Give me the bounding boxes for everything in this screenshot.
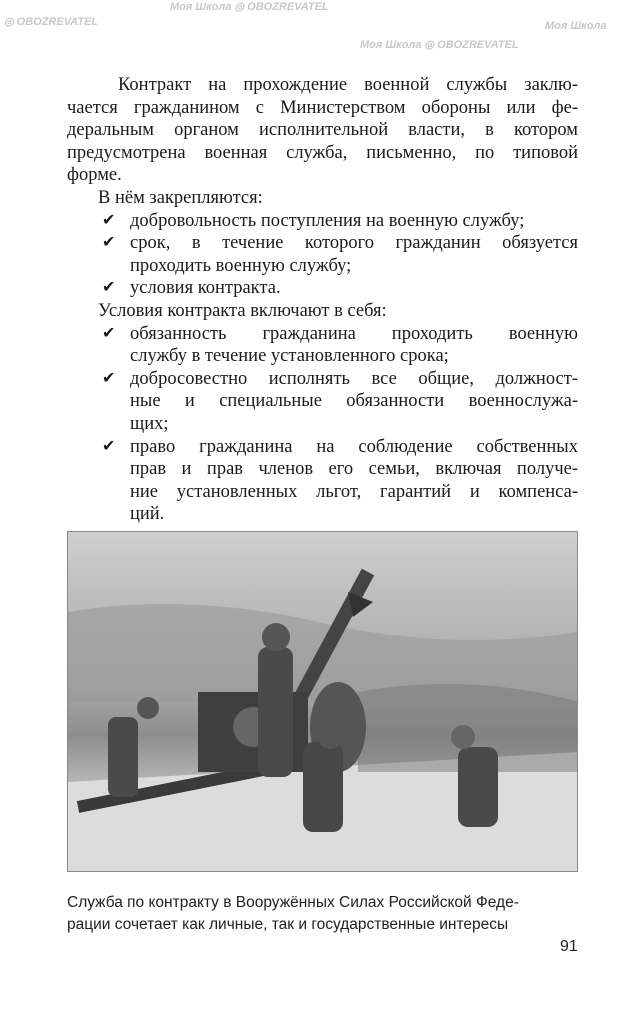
check-mark-icon: ✔ [102, 211, 116, 229]
photo-image [68, 532, 578, 872]
bullet-item-text: добросовестно исполнять все общие, должност- [130, 368, 578, 389]
photo-artillery-crew [67, 531, 578, 872]
check-mark-icon: ✔ [102, 369, 116, 387]
paragraph-line: службу в течение установленного срока; [130, 346, 449, 367]
watermark: Моя Школа [545, 20, 607, 32]
bullet-item-text: обязанность гражданина проходить военную [130, 323, 578, 344]
bullet-item-text: условия контракта. [130, 278, 281, 299]
paragraph-line: В нём закрепляются: [98, 188, 263, 208]
bullet-item-text: право гражданина на соблюдение собственных [130, 436, 578, 457]
paragraph-line: предусмотрена военная служба, письменно, по типовой [67, 142, 578, 163]
paragraph-line: прав и прав членов его семьи, включая получе- [130, 459, 578, 480]
paragraph-line: проходить военную службу; [130, 255, 352, 276]
bullet-item-text: добровольность поступления на военную службу; [130, 210, 525, 231]
check-mark-icon: ✔ [102, 279, 116, 297]
paragraph-line: щих; [130, 414, 169, 434]
paragraph-line: деральным органом исполнительной власти, в котором [67, 120, 578, 141]
bullet-item-text: срок, в течение которого гражданин обязуется [130, 233, 578, 254]
paragraph-line: Контракт на прохождение военной службы заклю- [118, 75, 578, 95]
photo-caption-line: Служба по контракту в Вооружённых Силах Российской Феде- [67, 894, 519, 911]
paragraph-line: Условия контракта включают в себя: [98, 301, 387, 321]
photo-caption-line: рации сочетает как личные, так и государственные интересы [67, 916, 509, 933]
paragraph-line: ций. [130, 504, 165, 525]
watermark: ◎ OBOZREVATEL [4, 16, 99, 28]
check-mark-icon: ✔ [102, 324, 116, 342]
paragraph-line: форме. [67, 165, 122, 186]
paragraph-line: чается гражданином с Министерством обороны или фе- [67, 97, 578, 118]
paragraph-line: ные и специальные обязанности военнослужа- [130, 391, 578, 412]
page-number: 91 [560, 938, 578, 955]
check-mark-icon: ✔ [102, 234, 116, 252]
watermark: Моя Школа ◎ OBOZREVATEL [360, 39, 519, 51]
watermark: Моя Школа ◎ OBOZREVATEL [170, 1, 329, 13]
check-mark-icon: ✔ [102, 437, 116, 455]
paragraph-line: ние установленных льгот, гарантий и компенса- [130, 481, 578, 502]
